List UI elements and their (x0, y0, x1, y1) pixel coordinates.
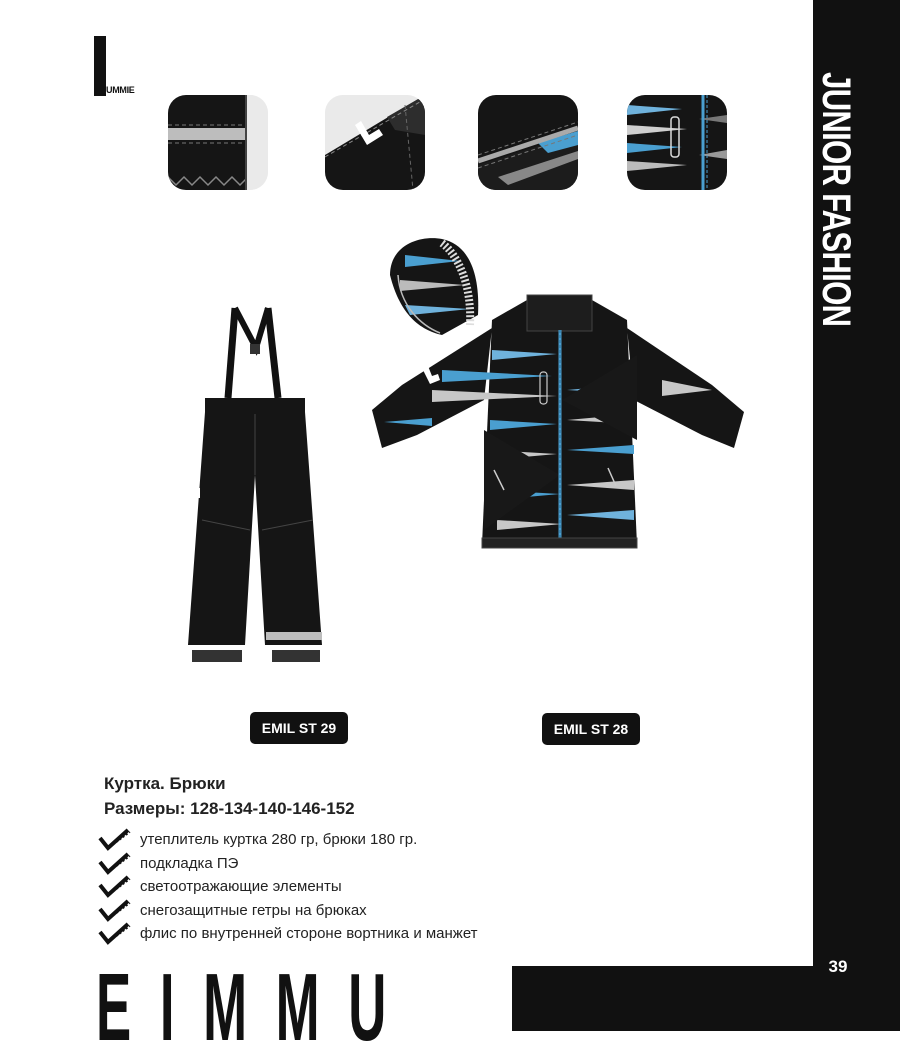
feature-item (98, 852, 478, 876)
thumbnail-zipper-detail (627, 95, 727, 190)
feature-text: светоотражающие элементы (140, 878, 342, 896)
product-title: Куртка. Брюки (104, 774, 226, 793)
feature-item (98, 875, 478, 899)
pants-illustration (180, 300, 340, 670)
feature-text: подкладка ПЭ (140, 854, 239, 872)
product-sizes: Размеры: 128-134-140-146-152 (104, 799, 355, 818)
jacket-illustration (372, 290, 747, 560)
feature-text: снегозащитные гетры на брюках (140, 901, 367, 919)
thumbnail-logo-detail (325, 95, 425, 190)
footer-brand-text: EIMMU (96, 954, 415, 1061)
logo-text: UMMIE (106, 85, 135, 95)
feature-text: флис по внутренней стороне вортника и манжет (140, 925, 478, 943)
check-icon (98, 852, 134, 875)
thumbnail-reflective-detail (168, 95, 268, 190)
check-icon (98, 828, 134, 851)
product-label-jacket: EMIL ST 28 (542, 713, 640, 745)
side-banner-text: JUNIOR FASHION (814, 72, 858, 327)
feature-item (98, 922, 478, 946)
feature-list (98, 828, 478, 946)
check-icon (98, 922, 134, 945)
page-number: 39 (813, 955, 863, 979)
feature-item (98, 828, 478, 852)
feature-text: утеплитель куртка 280 гр, брюки 180 гр. (140, 831, 418, 849)
product-label-pants: EMIL ST 29 (250, 712, 348, 744)
logo-letter-bar (94, 36, 106, 96)
thumbnail-stitching-detail (478, 95, 578, 190)
check-icon (98, 875, 134, 898)
check-icon (98, 899, 134, 922)
brand-logo (94, 36, 154, 98)
feature-item (98, 899, 478, 923)
